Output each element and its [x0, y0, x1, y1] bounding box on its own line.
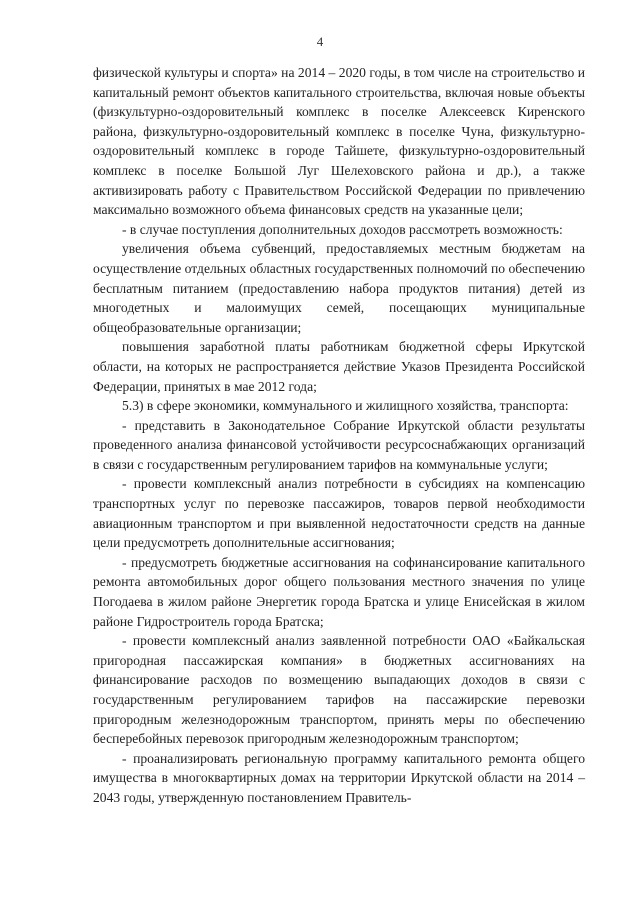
paragraph: - проанализировать региональную программу капитального ремонта общего имущества в многоквартирных домах на территории Иркутской области на 2014 – 2043 годы, утвержденную постановлением Правитель-: [93, 750, 585, 805]
paragraph: увеличения объема субвенций, предоставляемых местным бюджетам на осуществление отдельных областных государственных полномочий по обеспечению бесплатным питанием (предоставлению набора продуктов питания) детей из многодетных и малоимущих семей, посещающих муниципальные общеобразовательные организации;: [93, 241, 585, 335]
document-body: [93, 63, 585, 808]
paragraph: физической культуры и спорта» на 2014 – 2020 годы, в том числе на строительство и капитальный ремонт объектов капитального строительства, включая новые объекты (физкультурно-оздоровительный комплекс в поселке Алексеевск Киренского района, физкультурно-оздоровительный комплекс в поселке Чуна, физкультурно-оздоровительный комплекс в городе Тайшете, физкультурно-оздоровительный комплекс в поселке Большой Луг Шелеховского района и др.), а также активизировать работу с Правительством Российской Федерации по привлечению максимально возможного объема финансовых средств на указанные цели;: [93, 65, 585, 218]
page-number: 4: [316, 34, 324, 49]
paragraph: - предусмотреть бюджетные ассигнования на софинансирование капитального ремонта автомобильных дорог общего пользования местного значения по улице Погодаева в жилом районе Энергетик города Братска и улице Енисейская в жилом районе Гидростроитель города Братска;: [93, 554, 585, 629]
paragraph: 5.3) в сфере экономики, коммунального и жилищного хозяйства, транспорта:: [122, 398, 569, 414]
paragraph: - провести комплексный анализ заявленной потребности ОАО «Байкальская пригородная пассажирская компания» в бюджетных ассигнованиях на финансирование расходов по возмещению выпадающих доходов в связи с государственным регулированием тарифов на пассажирские перевозки пригородным железнодорожным транспортом, принять меры по обеспечению бесперебойных перевозок пригородным железнодорожным транспортом;: [93, 633, 585, 747]
paragraph: - провести комплексный анализ потребности в субсидиях на компенсацию транспортных услуг по перевозке пассажиров, товаров первой необходимости авиационным транспортом и при выявленной недостаточности средств на данные цели предусмотреть дополнительные ассигнования;: [93, 476, 585, 551]
paragraph: повышения заработной платы работникам бюджетной сферы Иркутской области, на которых не распространяется действие Указов Президента Российской Федерации, принятых в мае 2012 года;: [93, 339, 585, 394]
paragraph: - представить в Законодательное Собрание Иркутской области результаты проведенного анализа финансовой устойчивости ресурсоснабжающих организаций в связи с государственным регулированием тарифов на коммунальные услуги;: [93, 417, 585, 472]
paragraph: - в случае поступления дополнительных доходов рассмотреть возможность:: [122, 221, 563, 237]
